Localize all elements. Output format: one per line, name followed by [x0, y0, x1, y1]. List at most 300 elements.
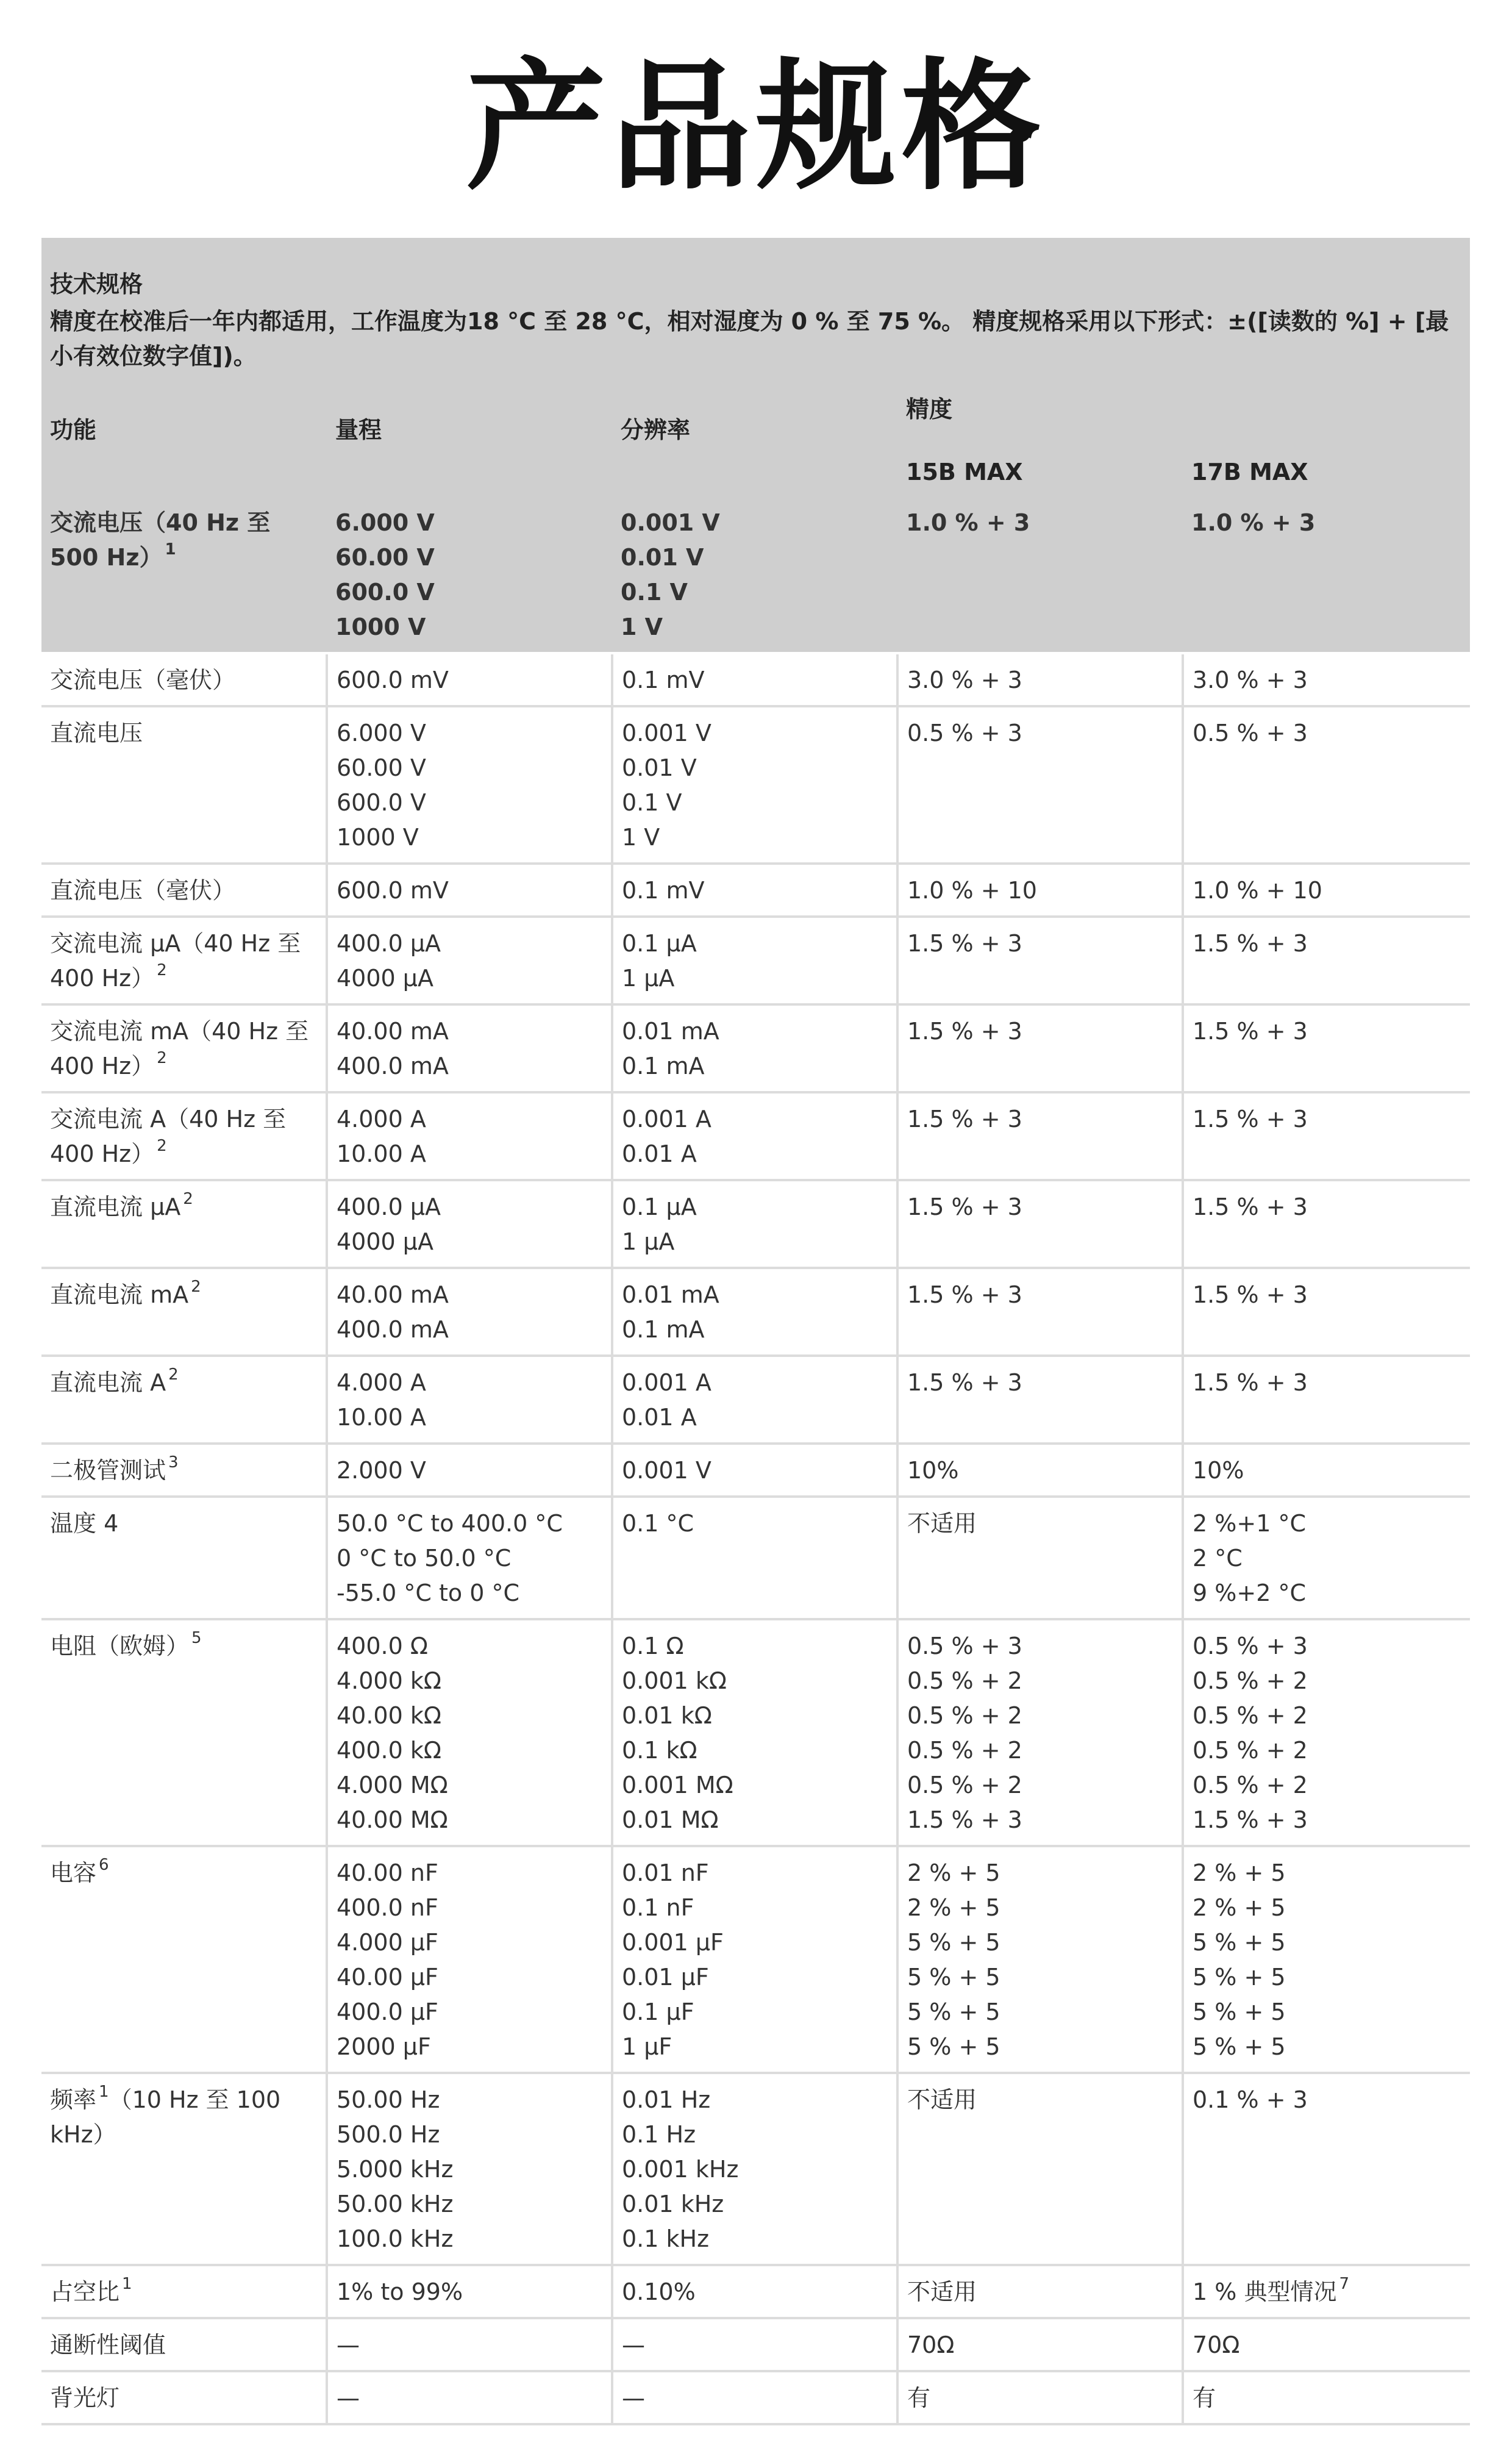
- cell-value: 1.5 % + 3: [1193, 1806, 1308, 1833]
- accuracy-15b-cell: [897, 1268, 1183, 1356]
- cell-value: 1 μF: [622, 2033, 672, 2060]
- cell-value: 400.0 mA: [337, 1053, 449, 1079]
- cell-value: 0.10%: [622, 2278, 696, 2305]
- cell-value: 0.01 μF: [622, 1964, 709, 1991]
- function-cell: [41, 2371, 327, 2424]
- cell-value: 不适用: [907, 1510, 977, 1537]
- function-cell: [41, 653, 327, 706]
- cell-value: 3.0 % + 3: [907, 667, 1022, 693]
- function-cell: [41, 2265, 327, 2318]
- cell-value: 5 % + 5: [1193, 1929, 1286, 1956]
- cell-value: 70Ω: [907, 2331, 955, 2358]
- cell-value: 2.000 V: [337, 1457, 426, 1484]
- function-cell: [41, 1356, 327, 1444]
- accuracy-17b-cell: [1183, 1268, 1470, 1356]
- cell-value: 0.1 kΩ: [622, 1737, 697, 1764]
- cell-value: 0.001 V: [621, 509, 720, 536]
- range-cell: [327, 1619, 612, 1846]
- function-cell: [41, 1092, 327, 1180]
- footnote-ref: 6: [99, 1856, 109, 1874]
- cell-value: 4.000 MΩ: [337, 1772, 448, 1798]
- cell-value: 9 %+2 °C: [1193, 1580, 1306, 1606]
- cell-value: 1.0 % + 3: [906, 509, 1030, 536]
- cell-value: 50.00 kHz: [337, 2191, 454, 2217]
- resolution-cell: [612, 1092, 897, 1180]
- accuracy-17b-cell: [1183, 917, 1470, 1004]
- cell-value: 2000 μF: [337, 2033, 431, 2060]
- cell-value: 0.01 Hz: [622, 2086, 711, 2113]
- cell-value: 0.5 % + 2: [1193, 1737, 1308, 1764]
- function-cell: [41, 1444, 327, 1497]
- cell-value: 0.1 μA: [622, 930, 697, 957]
- range-cell: [327, 2265, 612, 2318]
- spec-row: [41, 706, 1470, 864]
- accuracy-17b-cell: [1183, 1497, 1470, 1619]
- cell-value: 0.1 V: [621, 579, 688, 606]
- cell-value: 0.01 V: [622, 754, 697, 781]
- resolution-cell: [612, 917, 897, 1004]
- function-name: 交流电压（毫伏）: [50, 667, 236, 693]
- cell-value: 600.0 mV: [337, 667, 449, 693]
- function-name: 直流电压: [50, 720, 143, 746]
- cell-value: 400.0 nF: [337, 1894, 438, 1921]
- function-cell: [41, 1180, 327, 1268]
- cell-value: 1.5 % + 3: [907, 1369, 1022, 1396]
- accuracy-note: 精度在校准后一年内都适用，工作温度为18 °C 至 28 °C，相对湿度为 0 % 至 75 %。 精度规格采用以下形式：±([读数的 %] + [最小有效位数字值])。: [50, 308, 1449, 370]
- range-cell: [327, 2318, 612, 2371]
- cell-value: 6.000 V: [337, 720, 426, 746]
- function-name: 直流电压（毫伏）: [50, 877, 236, 904]
- cell-value: 4000 μA: [337, 1228, 433, 1255]
- cell-value: 0.5 % + 3: [907, 1633, 1022, 1659]
- spec-row: [41, 2265, 1470, 2318]
- cell-value: 有: [1193, 2385, 1216, 2411]
- cell-value: 2 % + 5: [907, 1894, 1000, 1921]
- cell-value: 50.0 °C to 400.0 °C: [337, 1510, 563, 1537]
- cell-value: 0.1 nF: [622, 1894, 694, 1921]
- cell-value: 600.0 mV: [337, 877, 449, 904]
- accuracy-15b-cell: [897, 1619, 1183, 1846]
- resolution-cell: [612, 1356, 897, 1444]
- resolution-cell: [612, 1444, 897, 1497]
- accuracy-17b-cell: [1183, 1619, 1470, 1846]
- cell-value: 1.0 % + 3: [1191, 509, 1316, 536]
- cell-value: 0.01 V: [621, 544, 704, 571]
- cell-value: -55.0 °C to 0 °C: [337, 1580, 520, 1606]
- range-cell: [327, 1092, 612, 1180]
- footnote-ref: 2: [157, 1049, 167, 1067]
- range-cell: [327, 864, 612, 917]
- function-cell: [41, 497, 327, 653]
- accuracy-17b-cell: [1183, 2073, 1470, 2265]
- resolution-cell: [612, 2265, 897, 2318]
- range-cell: [327, 1180, 612, 1268]
- cell-value: 4.000 kΩ: [337, 1667, 441, 1694]
- cell-value: 0.01 nF: [622, 1859, 709, 1886]
- cell-value: 0.01 mA: [622, 1281, 719, 1308]
- spec-row: [41, 653, 1470, 706]
- resolution-cell: [612, 1004, 897, 1092]
- cell-value: 1.5 % + 3: [907, 1106, 1022, 1133]
- cell-value: 5 % + 5: [1193, 1999, 1286, 2025]
- accuracy-17b-cell: [1183, 1004, 1470, 1092]
- footnote-ref: 2: [191, 1278, 201, 1296]
- cell-value: 0.5 % + 2: [907, 1737, 1022, 1764]
- cell-value: 0.001 V: [622, 720, 711, 746]
- cell-value: 0.1 V: [622, 789, 682, 816]
- cell-value: 100.0 kHz: [337, 2225, 454, 2252]
- cell-value: 1 V: [621, 614, 663, 640]
- cell-value: 0.01 A: [622, 1140, 697, 1167]
- function-name: 占空比 $^1$: [50, 2275, 132, 2305]
- cell-value: 0.1 mV: [622, 877, 705, 904]
- cell-value: 0.001 kHz: [622, 2156, 739, 2183]
- cell-value: 70Ω: [1193, 2331, 1240, 2358]
- cell-value: 5 % + 5: [1193, 1964, 1286, 1991]
- cell-value: 1 μA: [622, 965, 675, 992]
- cell-value: 1.5 % + 3: [1193, 1281, 1308, 1308]
- cell-value: 0.1 Ω: [622, 1633, 684, 1659]
- cell-value: 4.000 A: [337, 1106, 426, 1133]
- accuracy-15b-cell: [897, 1092, 1183, 1180]
- cell-value: 60.00 V: [337, 754, 426, 781]
- spec-table: [41, 238, 1470, 2425]
- accuracy-15b-cell: [897, 2073, 1183, 2265]
- function-name: 交流电流 mA（40 Hz 至 400 Hz） $^2$: [50, 1018, 309, 1079]
- cell-value: —: [622, 2331, 645, 2358]
- cell-value: 1000 V: [337, 824, 419, 851]
- function-cell: [41, 1268, 327, 1356]
- range-cell: [327, 1846, 612, 2073]
- spec-row: [41, 1846, 1470, 2073]
- range-cell: [327, 497, 612, 653]
- cell-value: 50.00 Hz: [337, 2086, 440, 2113]
- footnote-ref: 1: [122, 2275, 132, 2293]
- cell-value: 2 %+1 °C: [1193, 1510, 1306, 1537]
- footnote-ref: 2: [168, 1365, 179, 1384]
- section-title: 技术规格: [50, 271, 143, 298]
- header-accuracy-label: 精度: [906, 396, 953, 423]
- cell-value: 10.00 A: [337, 1140, 426, 1167]
- function-name: 电阻（欧姆） $^5$: [50, 1629, 202, 1659]
- range-cell: [327, 1444, 612, 1497]
- accuracy-17b-cell: [1183, 2371, 1470, 2424]
- header-function: 功能: [41, 384, 327, 455]
- spec-row: [41, 1180, 1470, 1268]
- accuracy-17b-cell: [1183, 497, 1470, 653]
- function-name: 交流电流 μA（40 Hz 至 400 Hz） $^2$: [50, 930, 301, 992]
- cell-value: 0.01 mA: [622, 1018, 719, 1045]
- footnote-ref: 3: [168, 1453, 179, 1472]
- accuracy-17b-cell: [1183, 1846, 1470, 2073]
- cell-value: 0.5 % + 2: [1193, 1702, 1308, 1729]
- function-name: 直流电流 A $^2$: [50, 1365, 179, 1396]
- cell-value: 3.0 % + 3: [1193, 667, 1308, 693]
- page-title: 产品规格: [465, 46, 1046, 209]
- accuracy-15b-cell: [897, 2318, 1183, 2371]
- resolution-cell: [612, 864, 897, 917]
- accuracy-15b-cell: [897, 2371, 1183, 2424]
- cell-value: 40.00 nF: [337, 1859, 438, 1886]
- range-cell: [327, 1356, 612, 1444]
- function-cell: [41, 1497, 327, 1619]
- cell-value: 10%: [1193, 1457, 1244, 1484]
- cell-value: 5 % + 5: [907, 1964, 1000, 1991]
- function-name: 电容 $^6$: [50, 1856, 109, 1886]
- function-cell: [41, 1846, 327, 2073]
- accuracy-17b-cell: [1183, 706, 1470, 864]
- cell-value: 1 V: [622, 824, 660, 851]
- cell-value: 0.5 % + 3: [907, 720, 1022, 746]
- cell-value: 600.0 V: [335, 579, 435, 606]
- footnote-ref: 2: [183, 1190, 193, 1208]
- accuracy-17b-cell: [1183, 1356, 1470, 1444]
- function-name: 交流电压（40 Hz 至 500 Hz） $^1$: [50, 509, 271, 571]
- cell-value: 0.5 % + 2: [907, 1702, 1022, 1729]
- cell-value: 0.1 μA: [622, 1193, 697, 1220]
- cell-value: 400.0 Ω: [337, 1633, 428, 1659]
- range-cell: [327, 2073, 612, 2265]
- function-cell: [41, 1004, 327, 1092]
- function-name: 交流电流 A（40 Hz 至 400 Hz） $^2$: [50, 1106, 287, 1167]
- cell-value: 6.000 V: [335, 509, 435, 536]
- spec-intro-cell: [41, 238, 1470, 384]
- accuracy-15b-cell: [897, 1180, 1183, 1268]
- cell-value: 1.0 % + 10: [1193, 877, 1322, 904]
- cell-value: 60.00 V: [335, 544, 435, 571]
- resolution-cell: [612, 1846, 897, 2073]
- function-name: 通断性阈值: [50, 2331, 166, 2358]
- cell-value: 0.1 mA: [622, 1053, 705, 1079]
- function-cell: [41, 2073, 327, 2265]
- accuracy-15b-cell: [897, 1846, 1183, 2073]
- cell-value: 1 % 典型情况 $^7$: [1193, 2275, 1349, 2305]
- function-name: 二极管测试 $^3$: [50, 1453, 179, 1484]
- accuracy-15b-cell: [897, 864, 1183, 917]
- cell-value: 4000 μA: [337, 965, 433, 992]
- spec-row: [41, 1444, 1470, 1497]
- cell-value: 2 % + 5: [1193, 1894, 1286, 1921]
- cell-value: 2 °C: [1193, 1545, 1243, 1572]
- footnote-ref: 7: [1339, 2275, 1349, 2293]
- range-cell: [327, 1268, 612, 1356]
- cell-value: 5.000 kHz: [337, 2156, 454, 2183]
- resolution-cell: [612, 653, 897, 706]
- cell-value: 10%: [907, 1457, 959, 1484]
- header-model-17b: 17B MAX: [1183, 455, 1470, 497]
- spec-row: [41, 497, 1470, 653]
- accuracy-17b-cell: [1183, 1092, 1470, 1180]
- cell-value: 500.0 Hz: [337, 2121, 440, 2148]
- range-cell: [327, 706, 612, 864]
- cell-value: 0.1 mV: [622, 667, 705, 693]
- function-name: 直流电流 μA $^2$: [50, 1190, 193, 1220]
- spec-row: [41, 1268, 1470, 1356]
- resolution-cell: [612, 497, 897, 653]
- cell-value: —: [622, 2385, 645, 2411]
- cell-value: 0.1 kHz: [622, 2225, 710, 2252]
- accuracy-17b-cell: [1183, 1444, 1470, 1497]
- spec-row: [41, 1356, 1470, 1444]
- cell-value: 40.00 mA: [337, 1018, 449, 1045]
- accuracy-15b-cell: [897, 1497, 1183, 1619]
- resolution-cell: [612, 1180, 897, 1268]
- cell-value: 不适用: [907, 2278, 977, 2305]
- cell-value: 1000 V: [335, 614, 426, 640]
- accuracy-17b-cell: [1183, 864, 1470, 917]
- cell-value: 0.01 kΩ: [622, 1702, 712, 1729]
- cell-value: 0.001 MΩ: [622, 1772, 733, 1798]
- accuracy-15b-cell: [897, 706, 1183, 864]
- function-cell: [41, 864, 327, 917]
- accuracy-15b-cell: [897, 653, 1183, 706]
- spec-row: [41, 2073, 1470, 2265]
- cell-value: 0.5 % + 3: [1193, 1633, 1308, 1659]
- function-name: 频率 $^1$（10 Hz 至 100 kHz）: [50, 2083, 281, 2148]
- cell-value: —: [337, 2385, 360, 2411]
- range-cell: [327, 2371, 612, 2424]
- cell-value: 1.5 % + 3: [1193, 1369, 1308, 1396]
- cell-value: 0.001 A: [622, 1369, 711, 1396]
- function-name: 温度 4: [50, 1510, 119, 1537]
- cell-value: 0.001 μF: [622, 1929, 724, 1956]
- resolution-cell: [612, 706, 897, 864]
- spec-row: [41, 1004, 1470, 1092]
- cell-value: 有: [907, 2385, 931, 2411]
- accuracy-15b-cell: [897, 497, 1183, 653]
- cell-value: 2 % + 5: [907, 1859, 1000, 1886]
- cell-value: 40.00 MΩ: [337, 1806, 448, 1833]
- cell-value: 1.5 % + 3: [1193, 1106, 1308, 1133]
- header-resolution: 分辨率: [612, 384, 897, 455]
- cell-value: 400.0 mA: [337, 1316, 449, 1343]
- spec-row: [41, 2318, 1470, 2371]
- resolution-cell: [612, 2371, 897, 2424]
- range-cell: [327, 1004, 612, 1092]
- cell-value: 1.5 % + 3: [907, 1281, 1022, 1308]
- accuracy-17b-cell: [1183, 1180, 1470, 1268]
- cell-value: 0.1 μF: [622, 1999, 694, 2025]
- function-name: 背光灯: [50, 2385, 120, 2411]
- cell-value: 1.5 % + 3: [1193, 930, 1308, 957]
- range-cell: [327, 917, 612, 1004]
- cell-value: 0.5 % + 3: [1193, 720, 1308, 746]
- cell-value: 1.5 % + 3: [907, 930, 1022, 957]
- accuracy-15b-cell: [897, 1444, 1183, 1497]
- cell-value: 600.0 V: [337, 789, 426, 816]
- cell-value: 5 % + 5: [907, 1999, 1000, 2025]
- function-cell: [41, 1619, 327, 1846]
- spec-row: [41, 917, 1470, 1004]
- cell-value: 0.1 % + 3: [1193, 2086, 1308, 2113]
- resolution-cell: [612, 1497, 897, 1619]
- function-cell: [41, 706, 327, 864]
- cell-value: —: [337, 2331, 360, 2358]
- spec-row: [41, 864, 1470, 917]
- cell-value: 0.1 Hz: [622, 2121, 696, 2148]
- cell-value: 0.01 A: [622, 1404, 697, 1431]
- spec-header: [41, 238, 1470, 497]
- cell-value: 4.000 A: [337, 1369, 426, 1396]
- range-cell: [327, 653, 612, 706]
- footnote-ref: 2: [157, 961, 167, 979]
- cell-value: 1.5 % + 3: [907, 1193, 1022, 1220]
- accuracy-15b-cell: [897, 1356, 1183, 1444]
- cell-value: 0 °C to 50.0 °C: [337, 1545, 512, 1572]
- cell-value: 5 % + 5: [1193, 2033, 1286, 2060]
- spec-body: [41, 497, 1470, 2424]
- cell-value: 0.1 °C: [622, 1510, 694, 1537]
- cell-value: 40.00 mA: [337, 1281, 449, 1308]
- cell-value: 1.5 % + 3: [907, 1806, 1022, 1833]
- cell-value: 0.5 % + 2: [1193, 1772, 1308, 1798]
- cell-value: 5 % + 5: [907, 2033, 1000, 2060]
- accuracy-17b-cell: [1183, 2318, 1470, 2371]
- cell-value: 1.0 % + 10: [907, 877, 1037, 904]
- resolution-cell: [612, 1619, 897, 1846]
- header-accuracy: [897, 384, 1470, 455]
- cell-value: 0.1 mA: [622, 1316, 705, 1343]
- cell-value: 1.5 % + 3: [1193, 1193, 1308, 1220]
- footnote-ref: 1: [165, 540, 176, 559]
- function-cell: [41, 2318, 327, 2371]
- header-model-15b: 15B MAX: [897, 455, 1183, 497]
- cell-value: 5 % + 5: [907, 1929, 1000, 1956]
- header-range: 量程: [327, 384, 612, 455]
- accuracy-15b-cell: [897, 1004, 1183, 1092]
- cell-value: 1.5 % + 3: [1193, 1018, 1308, 1045]
- cell-value: 400.0 kΩ: [337, 1737, 441, 1764]
- range-cell: [327, 1497, 612, 1619]
- spec-row: [41, 2371, 1470, 2424]
- resolution-cell: [612, 1268, 897, 1356]
- cell-value: 40.00 μF: [337, 1964, 438, 1991]
- cell-value: 0.01 MΩ: [622, 1806, 719, 1833]
- cell-value: 0.001 kΩ: [622, 1667, 727, 1694]
- accuracy-17b-cell: [1183, 2265, 1470, 2318]
- spec-row: [41, 1497, 1470, 1619]
- function-cell: [41, 917, 327, 1004]
- cell-value: 不适用: [907, 2086, 977, 2113]
- cell-value: 0.001 V: [622, 1457, 711, 1484]
- accuracy-15b-cell: [897, 2265, 1183, 2318]
- cell-value: 0.5 % + 2: [907, 1772, 1022, 1798]
- cell-value: 40.00 kΩ: [337, 1702, 441, 1729]
- cell-value: 400.0 μF: [337, 1999, 438, 2025]
- cell-value: 1% to 99%: [337, 2278, 463, 2305]
- footnote-ref: 2: [157, 1137, 167, 1155]
- cell-value: 2 % + 5: [1193, 1859, 1286, 1886]
- cell-value: 10.00 A: [337, 1404, 426, 1431]
- footnote-ref: 5: [191, 1629, 202, 1647]
- spec-row: [41, 1619, 1470, 1846]
- accuracy-17b-cell: [1183, 653, 1470, 706]
- cell-value: 400.0 μA: [337, 1193, 441, 1220]
- cell-value: 0.01 kHz: [622, 2191, 724, 2217]
- function-name: 直流电流 mA $^2$: [50, 1278, 201, 1308]
- spec-row: [41, 1092, 1470, 1180]
- cell-value: 4.000 μF: [337, 1929, 438, 1956]
- cell-value: 0.5 % + 2: [1193, 1667, 1308, 1694]
- cell-value: 0.5 % + 2: [907, 1667, 1022, 1694]
- cell-value: 400.0 μA: [337, 930, 441, 957]
- footnote-ref: 1: [99, 2083, 109, 2101]
- cell-value: 1 μA: [622, 1228, 675, 1255]
- accuracy-15b-cell: [897, 917, 1183, 1004]
- resolution-cell: [612, 2318, 897, 2371]
- cell-value: 1.5 % + 3: [907, 1018, 1022, 1045]
- cell-value: 0.001 A: [622, 1106, 711, 1133]
